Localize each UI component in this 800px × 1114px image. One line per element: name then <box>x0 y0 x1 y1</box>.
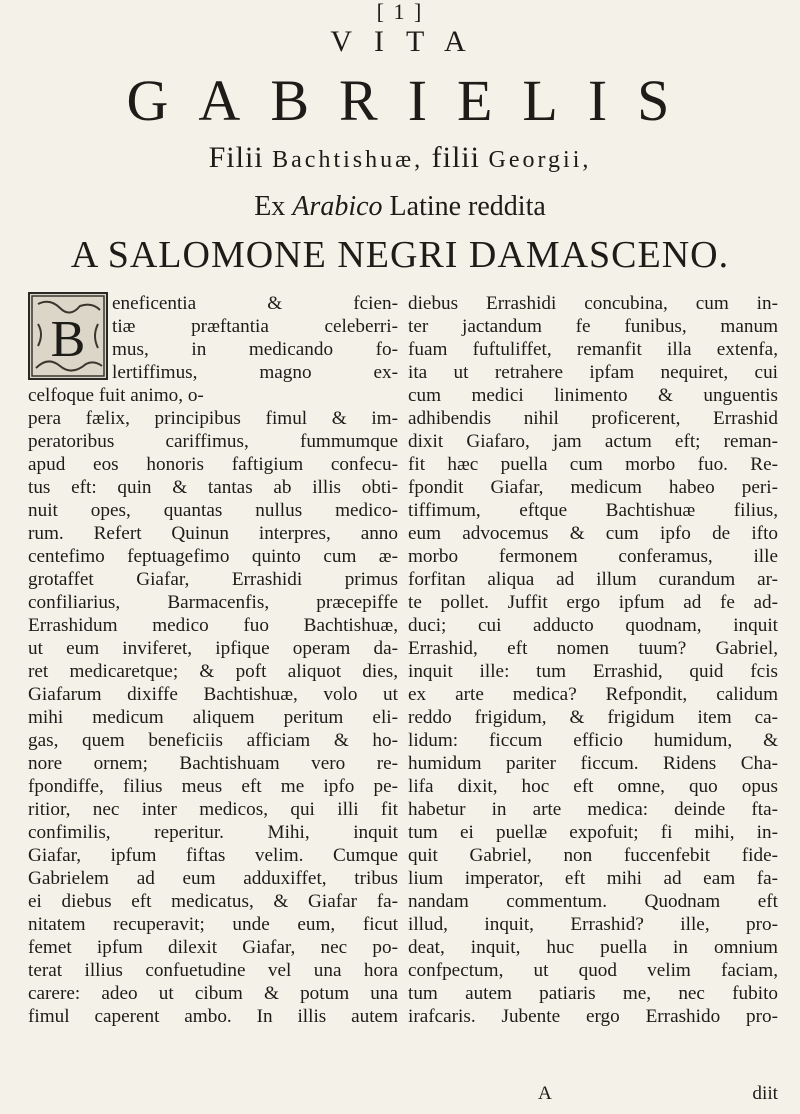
text-line: humidum pariter ficcum. Ridens Cha- <box>408 753 778 774</box>
text-line: quit Gabriel, non fuccenfebit fide- <box>408 845 778 866</box>
text-line: fuam fuftuliffet, remanfit illa extenfa, <box>408 339 778 360</box>
text-line: Gabrielem ad eum adduxiffet, tribus <box>28 868 398 889</box>
text-line: mus, in medicando fo- <box>112 339 398 360</box>
heading-subject: GABRIELIS <box>126 68 700 133</box>
text-line: cum medici linimento & unguentis <box>408 385 778 406</box>
text-line: lium imperator, eft mihi ad eam fa- <box>408 868 778 889</box>
text-line: forfitan aliqua ad illum curandum ar- <box>408 569 778 590</box>
text-line: mihi medicum aliquem peritum eli- <box>28 707 398 728</box>
text-line: morbo fermonem conferamus, ille <box>408 546 778 567</box>
text-line: eum advocemus & cum ipfo de ifto <box>408 523 778 544</box>
note-ex: Ex <box>254 191 286 222</box>
heading-vita: VITA <box>330 25 488 58</box>
note-latine-reddita: Latine reddita <box>389 191 546 222</box>
text-line: nuit opes, quantas nullus medico- <box>28 500 398 521</box>
text-line: tum ei puellæ expofuit; fi mihi, in- <box>408 822 778 843</box>
text-line: diebus Errashidi concubina, cum in- <box>408 293 778 314</box>
text-line: lidum: ficcum efficio humidum, & <box>408 730 778 751</box>
text-line: reddo frigidum, & frigidum item ca- <box>408 707 778 728</box>
text-line: fpondit Giafar, medicum habeo peri- <box>408 477 778 498</box>
text-line: confimilis, reperitur. Mihi, inquit <box>28 822 398 843</box>
text-line: habetur in arte medica: deinde fta- <box>408 799 778 820</box>
text-line: pera fælix, principibus fimul & im- <box>28 408 398 429</box>
text-line: tiæ præftantia celeberri- <box>112 316 398 337</box>
text-line: lertiffimus, magno ex- <box>112 362 398 383</box>
text-line: tum autem patiaris me, nec fubito <box>408 983 778 1004</box>
text-line: peratoribus cariffimus, fummumque <box>28 431 398 452</box>
text-line: te pollet. Juffit ergo ipfum ad fe ad- <box>408 592 778 613</box>
text-column-left <box>28 292 398 1028</box>
text-line: irafcaris. Jubente ergo Errashido pro- <box>408 1006 778 1027</box>
text-line: grotaffet Giafar, Errashidi primus <box>28 569 398 590</box>
text-line: rum. Refert Quinun interpres, anno <box>28 523 398 544</box>
lineage-father: Bachtishuæ, <box>272 147 424 173</box>
text-line: Giafar, ipfum fiftas velim. Cumque <box>28 845 398 866</box>
text-line: ita ut retrahere ipfam nequiret, cui <box>408 362 778 383</box>
catchword: diit <box>752 1083 778 1104</box>
text-line: ter jactandum fe funibus, manum <box>408 316 778 337</box>
text-line: carere: adeo ut cibum & potum una <box>28 983 398 1004</box>
text-line: ritior, nec inter medicos, qui illi fit <box>28 799 398 820</box>
text-line: nitatem recuperavit; unde eum, ficut <box>28 914 398 935</box>
decorated-initial-b-icon <box>28 292 108 380</box>
signature-mark: A <box>538 1083 552 1104</box>
text-line: centefimo feptuagefimo quinto cum æ- <box>28 546 398 567</box>
text-line: nore ornem; Bachtishuam vero re- <box>28 753 398 774</box>
heading-translation-note <box>0 190 800 224</box>
text-line: fpondiffe, filius meus eft me ipfo pe- <box>28 776 398 797</box>
text-line: ei diebus eft medicatus, & Giafar fa- <box>28 891 398 912</box>
text-line: dixit Giafaro, jam actum eft; reman- <box>408 431 778 452</box>
text-line: lifa dixit, hoc eft omne, quo opus <box>408 776 778 797</box>
text-line: inquit ille: tum Errashid, quid fcis <box>408 661 778 682</box>
text-line: fimul caperent ambo. In illis autem <box>28 1006 398 1027</box>
svg-text:B: B <box>50 311 86 368</box>
text-line: confiliarius, Barmacenfis, præcepiffe <box>28 592 398 613</box>
text-line: femet ipfum dilexit Giafar, nec po- <box>28 937 398 958</box>
heading-lineage <box>0 140 800 178</box>
text-line: illud, inquit, Errashid? ille, pro- <box>408 914 778 935</box>
text-column-right <box>408 292 778 1028</box>
lineage-word-filii: Filii <box>208 141 264 174</box>
text-line: ut eum inviferet, ipfique operam da- <box>28 638 398 659</box>
text-line: celfoque fuit animo, o- <box>28 385 204 406</box>
text-line: Giafarum dixiffe Bachtishuæ, volo ut <box>28 684 398 705</box>
lineage-grandfather: Georgii, <box>488 147 592 173</box>
text-line: Errashidum medico fuo Bachtishuæ, <box>28 615 398 636</box>
heading-translator: A SALOMONE NEGRI DAMASCENO. <box>70 234 730 276</box>
text-line: confpectum, ut quod velim faciam, <box>408 960 778 981</box>
text-line: eneficentia & fcien- <box>112 293 398 314</box>
text-line: nandam commentum. Quodnam eft <box>408 891 778 912</box>
text-line: adhibendis nihil proficerent, Errashid <box>408 408 778 429</box>
text-line: tus eft: quin & tantas ab illis obti- <box>28 477 398 498</box>
text-line: terat illius confuetudine vel una hora <box>28 960 398 981</box>
text-line: ex arte medica? Refpondit, calidum <box>408 684 778 705</box>
text-line: tiffimum, eftque Bachtishuæ filius, <box>408 500 778 521</box>
note-arabico: Arabico <box>292 191 383 222</box>
text-line: Errashid, eft nomen tuum? Gabriel, <box>408 638 778 659</box>
text-line: ret medicaretque; & poft aliquot dies, <box>28 661 398 682</box>
text-line: gas, quem beneficiis afficiam & ho- <box>28 730 398 751</box>
page-number: [ 1 ] <box>376 0 424 24</box>
text-line: apud eos honoris faftigium confecu- <box>28 454 398 475</box>
text-line: deat, inquit, huc puella in omnium <box>408 937 778 958</box>
initial-b-ornament-icon <box>30 294 106 378</box>
lineage-word-filii-2: filii <box>431 141 480 174</box>
text-line: fit hæc puella cum morbo fuo. Re- <box>408 454 778 475</box>
text-line: duci; cui adducto quodnam, inquit <box>408 615 778 636</box>
